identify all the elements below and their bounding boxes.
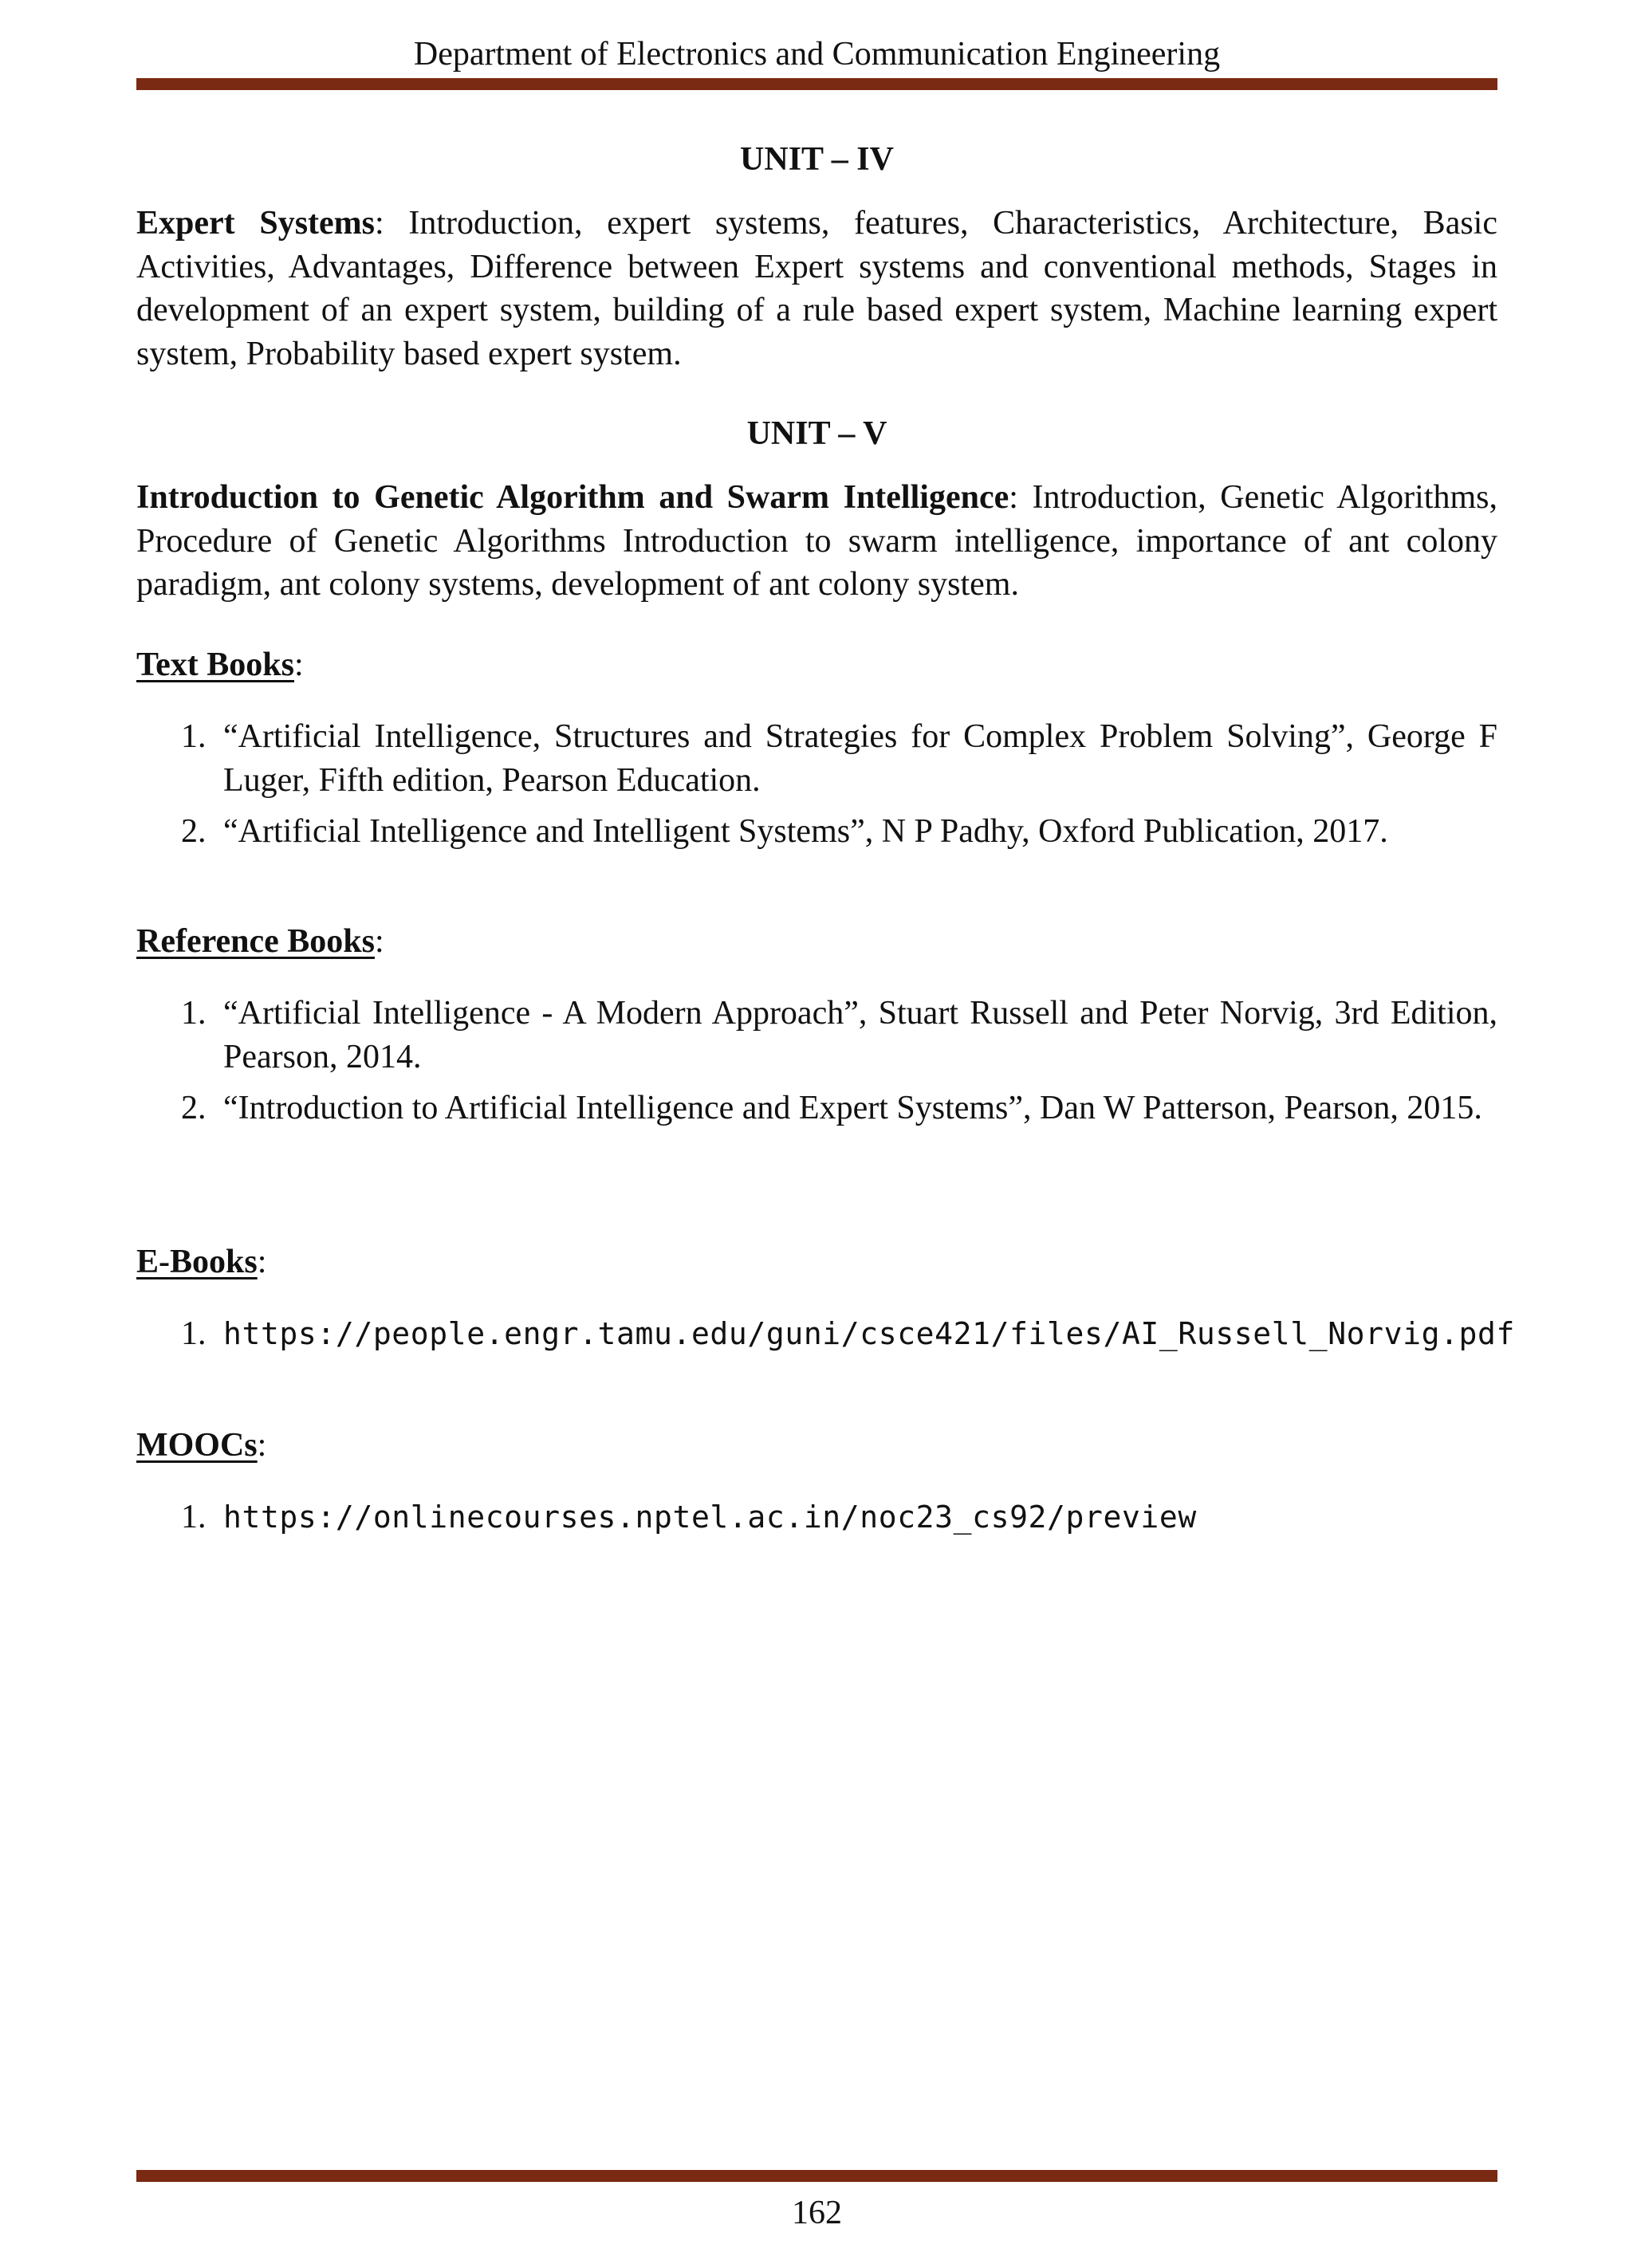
unit-5-topic: Introduction to Genetic Algorithm and Swarm Intelligence xyxy=(136,479,1009,516)
ebooks-list xyxy=(136,1312,1515,1356)
unit-4-paragraph xyxy=(136,202,1497,375)
ebooks-heading: E-Books: xyxy=(136,1244,267,1280)
list-item-number: 2. xyxy=(181,1090,207,1126)
moocs-heading-label: MOOCs xyxy=(136,1427,258,1464)
list-item xyxy=(136,715,1497,802)
text-books-heading: Text Books: xyxy=(136,647,304,683)
reference-books-list xyxy=(136,992,1497,1130)
list-item xyxy=(136,992,1497,1079)
unit-5-body: : Introduction, Genetic Algorithms, Procedure of Genetic Algorithms Introduction to swarm intelligence, importance of ant colony paradigm, ant colony systems, development of ant colony system. xyxy=(136,479,1497,603)
text-books-heading-label: Text Books xyxy=(136,647,295,683)
reference-books-heading: Reference Books: xyxy=(136,923,384,960)
list-item xyxy=(136,1312,1515,1356)
list-item-number: 1. xyxy=(181,995,207,1032)
list-item-number: 1. xyxy=(181,1499,207,1535)
unit-4-topic: Expert Systems xyxy=(136,205,376,242)
list-item-text: “Artificial Intelligence - A Modern Approach”, Stuart Russell and Peter Norvig, 3rd Edition, Pearson, 2014. xyxy=(223,995,1497,1075)
text-books-list xyxy=(136,715,1497,854)
list-item xyxy=(136,810,1497,854)
list-item-text: “Artificial Intelligence and Intelligent Systems”, N P Padhy, Oxford Publication, 2017. xyxy=(223,813,1388,850)
list-item-number: 1. xyxy=(181,1315,207,1352)
unit-4-heading: UNIT – IV xyxy=(740,141,894,178)
list-item xyxy=(136,1496,1497,1539)
mooc-link[interactable]: https://onlinecourses.nptel.ac.in/noc23_cs92/preview xyxy=(223,1500,1197,1535)
unit-5-paragraph xyxy=(136,476,1497,607)
unit-4-body: : Introduction, expert systems, features, Characteristics, Architecture, Basic Activities, Advantages, Difference between Expert systems and conventional methods, Stages in development of an expert system, building of a rule based expert system, Machine learning expert system, Probability based expert system. xyxy=(136,205,1497,372)
unit-5-heading: UNIT – V xyxy=(746,415,887,452)
moocs-list xyxy=(136,1496,1497,1539)
list-item xyxy=(136,1087,1497,1130)
list-item-text: “Artificial Intelligence, Structures and Strategies for Complex Problem Solving”, George F Luger, Fifth edition, Pearson Education. xyxy=(223,718,1497,799)
footer-rule xyxy=(136,2170,1497,2182)
list-item-number: 2. xyxy=(181,813,207,850)
ebook-link[interactable]: https://people.engr.tamu.edu/guni/csce421/files/AI_Russell_Norvig.pdf xyxy=(223,1316,1515,1351)
list-item-text: “Introduction to Artificial Intelligence and Expert Systems”, Dan W Patterson, Pearson, 2015. xyxy=(223,1090,1482,1126)
page-number: 162 xyxy=(792,2195,842,2231)
header-rule xyxy=(136,78,1497,90)
page-header-title: Department of Electronics and Communication Engineering xyxy=(413,36,1221,73)
ebooks-heading-label: E-Books xyxy=(136,1244,258,1280)
list-item-number: 1. xyxy=(181,718,207,755)
reference-books-heading-label: Reference Books xyxy=(136,923,375,960)
moocs-heading: MOOCs: xyxy=(136,1427,267,1464)
